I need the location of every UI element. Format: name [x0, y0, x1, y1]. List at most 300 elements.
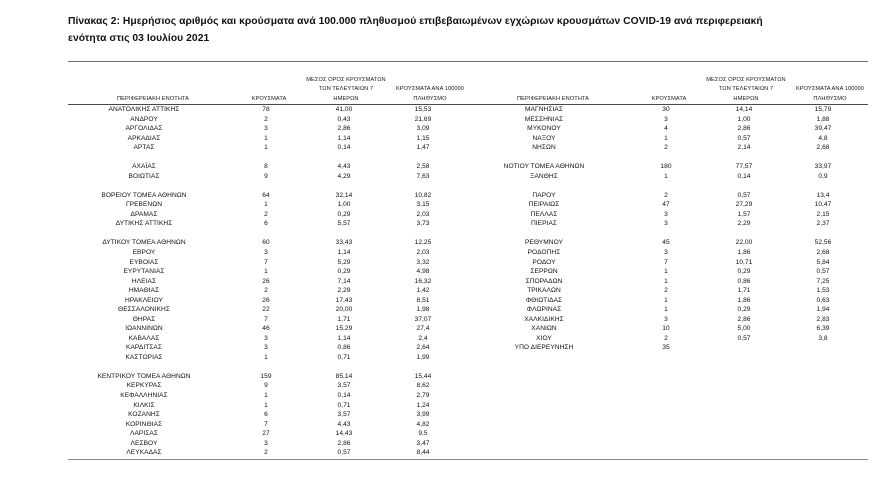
- cell-per100k: 3,73: [416, 220, 430, 228]
- header-spacer-cell: [638, 62, 700, 85]
- cell-region: ΡΟΔΟΠΗΣ: [527, 248, 561, 256]
- cell-per100k: 3,32: [416, 258, 430, 266]
- cell-cases: 10: [662, 325, 670, 333]
- table-row: [68, 305, 468, 315]
- cell-per100k: 0,9: [818, 172, 828, 180]
- header-mid-blank: [638, 85, 700, 94]
- cell-avg7: 1,86: [737, 248, 751, 256]
- cell-region: ΤΡΙΚΑΛΩΝ: [527, 287, 561, 295]
- cell-cases: 2: [264, 115, 268, 123]
- table-gap-cell: [638, 181, 700, 190]
- cell-cases: 46: [262, 325, 270, 333]
- table-gap-cell: [700, 229, 792, 238]
- cell-avg7: 2,14: [737, 144, 751, 152]
- cell-region: ΗΡΑΚΛΕΙΟΥ: [125, 296, 163, 304]
- cell-region: ΞΑΝΘΗΣ: [530, 172, 558, 180]
- table-row: [468, 105, 868, 115]
- cell-cases: 64: [262, 191, 270, 199]
- cell-cases: 22: [262, 306, 270, 314]
- cell-avg7: 1,14: [337, 248, 351, 256]
- table-row: [68, 200, 468, 210]
- cell-cases: 180: [660, 163, 672, 171]
- cell-per100k: 1,98: [416, 306, 430, 314]
- cell-avg7: 2,86: [337, 439, 351, 447]
- table-row: [68, 324, 468, 334]
- cell-region: ΝΑΞΟΥ: [532, 134, 556, 142]
- cell-per100k: 1,88: [816, 115, 830, 123]
- table-gap-cell: [792, 229, 868, 238]
- cell-per100k: 8,51: [416, 296, 430, 304]
- cell-cases: 7: [664, 258, 668, 266]
- cell-region: ΕΥΒΟΙΑΣ: [129, 258, 159, 266]
- cell-avg7: 20,00: [335, 306, 353, 314]
- table-row: [68, 381, 468, 391]
- table-gap-cell: [300, 153, 392, 162]
- table-row: [68, 343, 468, 353]
- cell-per100k: 4,8: [818, 134, 828, 142]
- cell-cases: 1: [264, 201, 268, 209]
- cell-region: ΑΡΚΑΔΙΑΣ: [127, 134, 161, 142]
- cell-cases: 7: [264, 315, 268, 323]
- cell-cases: 78: [262, 106, 270, 114]
- cell-avg7: [700, 343, 792, 353]
- cell-avg7: 1,71: [337, 315, 351, 323]
- cell-region: ΗΜΑΘΙΑΣ: [128, 287, 160, 295]
- cell-per100k: 15,79: [814, 106, 832, 114]
- cell-avg7: 15,29: [335, 325, 353, 333]
- table-gap-cell: [700, 153, 792, 162]
- table-row: [468, 115, 868, 125]
- table-row: [68, 191, 468, 201]
- table-halves: [68, 62, 868, 457]
- table-gap-cell: [468, 181, 638, 190]
- cell-avg7: 7,14: [337, 277, 351, 285]
- cell-cases: 1: [664, 134, 668, 142]
- table-row: [68, 439, 468, 449]
- table-row: [68, 115, 468, 125]
- cell-avg7: 0,57: [337, 449, 351, 457]
- cell-cases: 1: [264, 353, 268, 361]
- table-row: [68, 429, 468, 439]
- cell-avg7: 22,00: [735, 239, 753, 247]
- table-row: [468, 286, 868, 296]
- cell-per100k: 27,4: [416, 325, 430, 333]
- cell-per100k: 5,84: [816, 258, 830, 266]
- cell-avg7: 3,57: [337, 411, 351, 419]
- cell-avg7: 0,14: [337, 144, 351, 152]
- page-title-line-1: Πίνακας 2: Ημερήσιος αριθμός και κρούσματα ανά 100.000 πληθυσμού επιβεβαιωμένων εγχώριων κρουσμάτων COVID-19 ανά περιφερειακή: [68, 16, 763, 27]
- cell-cases: 3: [664, 115, 668, 123]
- cell-per100k: 10,47: [814, 201, 832, 209]
- cell-per100k: 2,15: [816, 210, 830, 218]
- table-row: [468, 315, 868, 325]
- table-right-body: [468, 105, 868, 353]
- table-row: [68, 248, 468, 258]
- cell-cases: 3: [664, 315, 668, 323]
- cell-avg7: 0,71: [337, 353, 351, 361]
- table-gap-cell: [392, 153, 468, 162]
- cell-cases: 3: [264, 439, 268, 447]
- header-avg7-line2: ΤΩΝ ΤΕΛΕΥΤΑΙΩΝ 7: [318, 86, 374, 93]
- cell-region: ΘΗΡΑΣ: [132, 315, 156, 323]
- cell-per100k: [792, 343, 868, 353]
- cell-cases: 1: [664, 296, 668, 304]
- cell-region: ΛΑΡΙΣΑΣ: [130, 430, 158, 438]
- cell-avg7: 0,14: [337, 392, 351, 399]
- table-gap-cell: [68, 229, 238, 238]
- table-left-header: [68, 62, 468, 104]
- table-row: [68, 277, 468, 287]
- cell-per100k: 16,32: [414, 277, 432, 285]
- table-left-body: [68, 105, 468, 458]
- cell-avg7: 0,14: [737, 172, 751, 180]
- table-gap-cell: [638, 229, 700, 238]
- table-row: [68, 267, 468, 277]
- cell-per100k: 1,24: [416, 401, 430, 409]
- table-row: [468, 267, 868, 277]
- column-header-region: ΠΕΡΙΦΕΡΕΙΑΚΗ ΕΝΟΤΗΤΑ: [68, 95, 238, 105]
- header-spacer-cell: [68, 62, 238, 85]
- cell-per100k: 2,79: [416, 392, 430, 399]
- cell-cases: 45: [662, 239, 670, 247]
- table-row: [68, 210, 468, 220]
- cell-region: ΚΙΛΚΙΣ: [133, 401, 155, 409]
- cell-region: ΚΟΡΙΝΘΙΑΣ: [125, 420, 163, 428]
- cell-avg7: 2,86: [737, 315, 751, 323]
- table-row: [468, 219, 868, 229]
- cell-per100k: 2,03: [416, 248, 430, 256]
- page-title: [68, 14, 868, 47]
- cell-region: ΧΑΝΙΩΝ: [531, 325, 557, 333]
- table-gap-cell: [638, 153, 700, 162]
- cell-avg7: 5,00: [737, 325, 751, 333]
- cell-region: ΒΟΡΕΙΟΥ ΤΟΜΕΑ ΑΘΗΝΩΝ: [101, 191, 187, 199]
- table-row: [468, 124, 868, 134]
- table-row: [468, 248, 868, 258]
- cell-cases: 2: [264, 449, 268, 457]
- cell-avg7: 32,14: [335, 191, 353, 199]
- cell-per100k: 37,07: [414, 315, 432, 323]
- cell-region: ΜΑΓΝΗΣΙΑΣ: [525, 106, 563, 114]
- cell-region: ΦΛΩΡΙΝΑΣ: [526, 306, 562, 314]
- table-row: [68, 296, 468, 306]
- table-row: [68, 172, 468, 182]
- table-row: [68, 353, 468, 363]
- column-header-per100k: ΠΛΗΘΥΣΜΟ: [792, 95, 868, 105]
- cell-per100k: 1,99: [416, 353, 430, 361]
- header-per100k-line1: ΚΡΟΥΣΜΑΤΑ ΑΝΑ 100000: [795, 86, 865, 93]
- table-gap-cell: [300, 181, 392, 190]
- table-row: [468, 277, 868, 287]
- cell-cases: 2: [264, 210, 268, 218]
- cell-avg7: 2,29: [737, 220, 751, 228]
- cell-per100k: 8,62: [416, 382, 430, 390]
- cell-per100k: 12,25: [414, 239, 432, 247]
- cell-avg7: 0,29: [737, 306, 751, 314]
- table-gap-row: [468, 181, 868, 190]
- table-row: [468, 191, 868, 201]
- table-row: [68, 238, 468, 248]
- covid-regional-table: [68, 61, 868, 459]
- cell-region: ΛΕΣΒΟΥ: [130, 439, 158, 447]
- cell-region: ΔΥΤΙΚΟΥ ΤΟΜΕΑ ΑΘΗΝΩΝ: [102, 239, 186, 247]
- table-row: [68, 286, 468, 296]
- cell-region: ΑΝΑΤΟΛΙΚΗΣ ΑΤΤΙΚΗΣ: [108, 106, 180, 114]
- cell-avg7: 5,29: [337, 258, 351, 266]
- table-right: [468, 62, 868, 353]
- cell-avg7: 3,57: [337, 382, 351, 390]
- table-row: [68, 315, 468, 325]
- cell-cases: 26: [262, 296, 270, 304]
- cell-region: ΓΡΕΒΕΝΩΝ: [125, 201, 163, 209]
- cell-cases: 1: [664, 306, 668, 314]
- cell-avg7: 0,29: [337, 268, 351, 276]
- cell-per100k: 2,37: [816, 220, 830, 228]
- column-header-cases: ΚΡΟΥΣΜΑΤΑ: [638, 95, 700, 105]
- cell-cases: 60: [262, 239, 270, 247]
- cell-avg7: 4,43: [337, 163, 351, 171]
- table-gap-cell: [392, 363, 468, 372]
- header-avg7-line2: ΤΩΝ ΤΕΛΕΥΤΑΙΩΝ 7: [718, 86, 774, 93]
- header-mid-blank: [68, 85, 238, 94]
- cell-avg7: 4,43: [337, 420, 351, 428]
- header-spacer-cell: [468, 62, 638, 85]
- cell-per100k: 4,82: [416, 420, 430, 428]
- cell-region: ΚΑΒΑΛΑΣ: [128, 334, 160, 342]
- cell-region: ΣΕΡΡΩΝ: [530, 268, 558, 276]
- table-gap-cell: [792, 181, 868, 190]
- table-left: [68, 62, 468, 457]
- table-row: [68, 105, 468, 115]
- cell-per100k: 10,82: [414, 191, 432, 199]
- cell-region: ΑΝΔΡΟΥ: [130, 115, 158, 123]
- cell-region: ΝΟΤΙΟΥ ΤΟΜΕΑ ΑΘΗΝΩΝ: [503, 163, 585, 171]
- table-row: [468, 172, 868, 182]
- cell-cases: 1: [264, 392, 268, 399]
- table-row: [468, 324, 868, 334]
- header-mid-blank: [468, 85, 638, 94]
- header-per100k-line1: ΚΡΟΥΣΜΑΤΑ ΑΝΑ 100000: [395, 86, 465, 93]
- cell-avg7: 0,29: [337, 210, 351, 218]
- table-row: [468, 258, 868, 268]
- table-gap-cell: [68, 153, 238, 162]
- cell-cases: 1: [264, 401, 268, 409]
- table-row: [468, 143, 868, 153]
- cell-region: ΕΒΡΟΥ: [132, 248, 156, 256]
- cell-region: ΔΥΤΙΚΗΣ ΑΤΤΙΚΗΣ: [115, 220, 173, 228]
- table-row: [68, 124, 468, 134]
- table-bottom-rule: [68, 459, 868, 460]
- cell-region: ΝΗΣΩΝ: [532, 144, 556, 152]
- table-gap-row: [468, 153, 868, 162]
- cell-avg7: 1,71: [737, 287, 751, 295]
- cell-cases: 1: [264, 268, 268, 276]
- cell-cases: 2: [664, 191, 668, 199]
- table-gap-row: [468, 229, 868, 238]
- cell-region: ΡΕΘΥΜΝΟΥ: [524, 239, 564, 247]
- cell-per100k: 3,99: [416, 411, 430, 419]
- cell-region: ΥΠΟ ΔΙΕΡΕΥΝΗΣΗ: [514, 344, 574, 352]
- cell-region: ΑΡΤΑΣ: [133, 144, 155, 152]
- cell-avg7: 2,29: [337, 287, 351, 295]
- cell-avg7: 2,86: [737, 125, 751, 133]
- cell-avg7: 1,57: [737, 210, 751, 218]
- cell-cases: 3: [664, 248, 668, 256]
- cell-region: ΡΟΔΟΥ: [532, 258, 556, 266]
- cell-cases: 9: [264, 172, 268, 180]
- cell-region: ΔΡΑΜΑΣ: [130, 210, 158, 218]
- cell-avg7: 14,43: [335, 430, 353, 438]
- cell-avg7: 33,43: [335, 239, 353, 247]
- cell-per100k: 1,53: [816, 287, 830, 295]
- cell-region: ΧΙΟΥ: [536, 334, 552, 342]
- cell-cases: 3: [664, 220, 668, 228]
- cell-region: ΠΙΕΡΙΑΣ: [530, 220, 558, 228]
- cell-avg7: 17,43: [335, 296, 353, 304]
- table-gap-row: [68, 181, 468, 190]
- cell-region: ΚΟΖΑΝΗΣ: [128, 411, 160, 419]
- table-gap-cell: [68, 363, 238, 372]
- cell-per100k: 6,39: [816, 325, 830, 333]
- table-row: [68, 401, 468, 411]
- cell-avg7: 0,86: [337, 344, 351, 352]
- cell-per100k: 0,63: [816, 296, 830, 304]
- table-row: [468, 210, 868, 220]
- cell-region: ΚΕΦΑΛΛΗΝΙΑΣ: [120, 392, 168, 399]
- header-mid-row: [68, 85, 468, 94]
- cell-cases: 3: [264, 334, 268, 342]
- cell-per100k: 8,44: [416, 449, 430, 457]
- cell-region: ΑΡΓΟΛΙΔΑΣ: [125, 125, 163, 133]
- cell-per100k: 2,64: [416, 344, 430, 352]
- cell-region: ΧΑΛΚΙΔΙΚΗΣ: [524, 315, 564, 323]
- cell-per100k: 1,15: [416, 134, 430, 142]
- cell-avg7: 2,86: [337, 125, 351, 133]
- table-row: [68, 143, 468, 153]
- table-row: [68, 162, 468, 172]
- cell-region: ΜΕΣΣΗΝΙΑΣ: [524, 115, 564, 123]
- cell-cases: 1: [664, 172, 668, 180]
- cell-cases: 3: [664, 210, 668, 218]
- table-gap-cell: [68, 181, 238, 190]
- header-avg7-line1: ΜΕΣΟΣ ΟΡΟΣ ΚΡΟΥΣΜΑΤΩΝ: [706, 76, 786, 83]
- cell-cases: 30: [662, 106, 670, 114]
- cell-region: ΛΕΥΚΑΔΑΣ: [126, 449, 162, 457]
- table-gap-row: [68, 229, 468, 238]
- cell-per100k: 3,8: [818, 334, 828, 342]
- cell-per100k: 9,5: [418, 430, 428, 438]
- cell-avg7: 1,00: [737, 115, 751, 123]
- cell-cases: 1: [264, 134, 268, 142]
- cell-cases: 26: [262, 277, 270, 285]
- cell-avg7: 1,00: [337, 201, 351, 209]
- table-half-right: [468, 62, 868, 353]
- table-row: [68, 134, 468, 144]
- cell-avg7: 0,43: [337, 115, 351, 123]
- cell-region: ΚΕΝΤΡΙΚΟΥ ΤΟΜΕΑ ΑΘΗΝΩΝ: [97, 372, 191, 380]
- cell-cases: 1: [664, 277, 668, 285]
- cell-cases: 3: [264, 248, 268, 256]
- cell-cases: 7: [264, 420, 268, 428]
- table-half-left: [68, 62, 468, 457]
- cell-cases: 7: [264, 258, 268, 266]
- table-row: [68, 420, 468, 430]
- column-header-per100k: ΠΛΗΘΥΣΜΟ: [392, 95, 468, 105]
- cell-cases: 3: [264, 344, 268, 352]
- cell-avg7: 4,29: [337, 172, 351, 180]
- cell-region: ΑΧΑΪΑΣ: [132, 163, 156, 171]
- table-gap-cell: [238, 229, 300, 238]
- header-spacer-cell: [792, 62, 868, 85]
- cell-avg7: 0,57: [737, 334, 751, 342]
- table-gap-cell: [300, 229, 392, 238]
- cell-cases: 1: [264, 144, 268, 152]
- cell-cases: 159: [260, 372, 272, 380]
- cell-per100k: 2,68: [816, 144, 830, 152]
- cell-avg7: 27,29: [735, 201, 753, 209]
- page-title-line-2: ενότητα στις 03 Ιουλίου 2021: [68, 32, 210, 44]
- table-right-header: [468, 62, 868, 104]
- cell-region: ΚΑΡΔΙΤΣΑΣ: [126, 344, 162, 352]
- cell-per100k: 2,68: [816, 248, 830, 256]
- cell-avg7: 1,14: [337, 134, 351, 142]
- cell-per100k: 2,83: [816, 315, 830, 323]
- cell-region: ΦΘΙΩΤΙΔΑΣ: [525, 296, 563, 304]
- table-gap-cell: [792, 153, 868, 162]
- table-row: [468, 305, 868, 315]
- cell-avg7: 5,57: [337, 220, 351, 228]
- table-row: [468, 162, 868, 172]
- header-label-row: [68, 95, 468, 105]
- cell-cases: 9: [264, 382, 268, 390]
- cell-avg7: 0,57: [737, 134, 751, 142]
- cell-per100k: 7,63: [416, 172, 430, 180]
- cell-per100k: 13,4: [816, 191, 830, 199]
- cell-per100k: 0,57: [816, 268, 830, 276]
- cell-region: ΒΟΙΩΤΙΑΣ: [128, 172, 160, 180]
- cell-per100k: 2,03: [416, 210, 430, 218]
- header-spacer-cell: [238, 62, 300, 85]
- column-header-cases: ΚΡΟΥΣΜΑΤΑ: [238, 95, 300, 105]
- header-label-row: [468, 95, 868, 105]
- column-header-region: ΠΕΡΙΦΕΡΕΙΑΚΗ ΕΝΟΤΗΤΑ: [468, 95, 638, 105]
- cell-per100k: 1,42: [416, 287, 430, 295]
- cell-per100k: 2,4: [418, 334, 428, 342]
- cell-region: ΙΩΑΝΝΙΝΩΝ: [125, 325, 163, 333]
- cell-per100k: 21,69: [414, 115, 432, 123]
- table-gap-row: [68, 153, 468, 162]
- cell-region: ΚΕΡΚΥΡΑΣ: [126, 382, 162, 390]
- cell-cases: 2: [664, 334, 668, 342]
- header-mid-blank: [238, 85, 300, 94]
- table-gap-cell: [468, 229, 638, 238]
- cell-per100k: 3,09: [416, 125, 430, 133]
- cell-avg7: 0,57: [737, 191, 751, 199]
- cell-per100k: 33,97: [814, 163, 832, 171]
- cell-avg7: 0,86: [737, 277, 751, 285]
- table-gap-cell: [238, 181, 300, 190]
- cell-cases: 27: [262, 430, 270, 438]
- cell-per100k: 2,58: [416, 163, 430, 171]
- header-spacer-row: [68, 62, 468, 85]
- cell-cases: 2: [664, 144, 668, 152]
- header-mid-row: [468, 85, 868, 94]
- column-header-avg7: ΗΜΕΡΩΝ: [700, 95, 792, 105]
- cell-cases: 4: [664, 125, 668, 133]
- cell-region: ΚΑΣΤΟΡΙΑΣ: [125, 353, 163, 361]
- column-header-avg7: ΗΜΕΡΩΝ: [300, 95, 392, 105]
- cell-region: ΠΑΡΟΥ: [532, 191, 556, 199]
